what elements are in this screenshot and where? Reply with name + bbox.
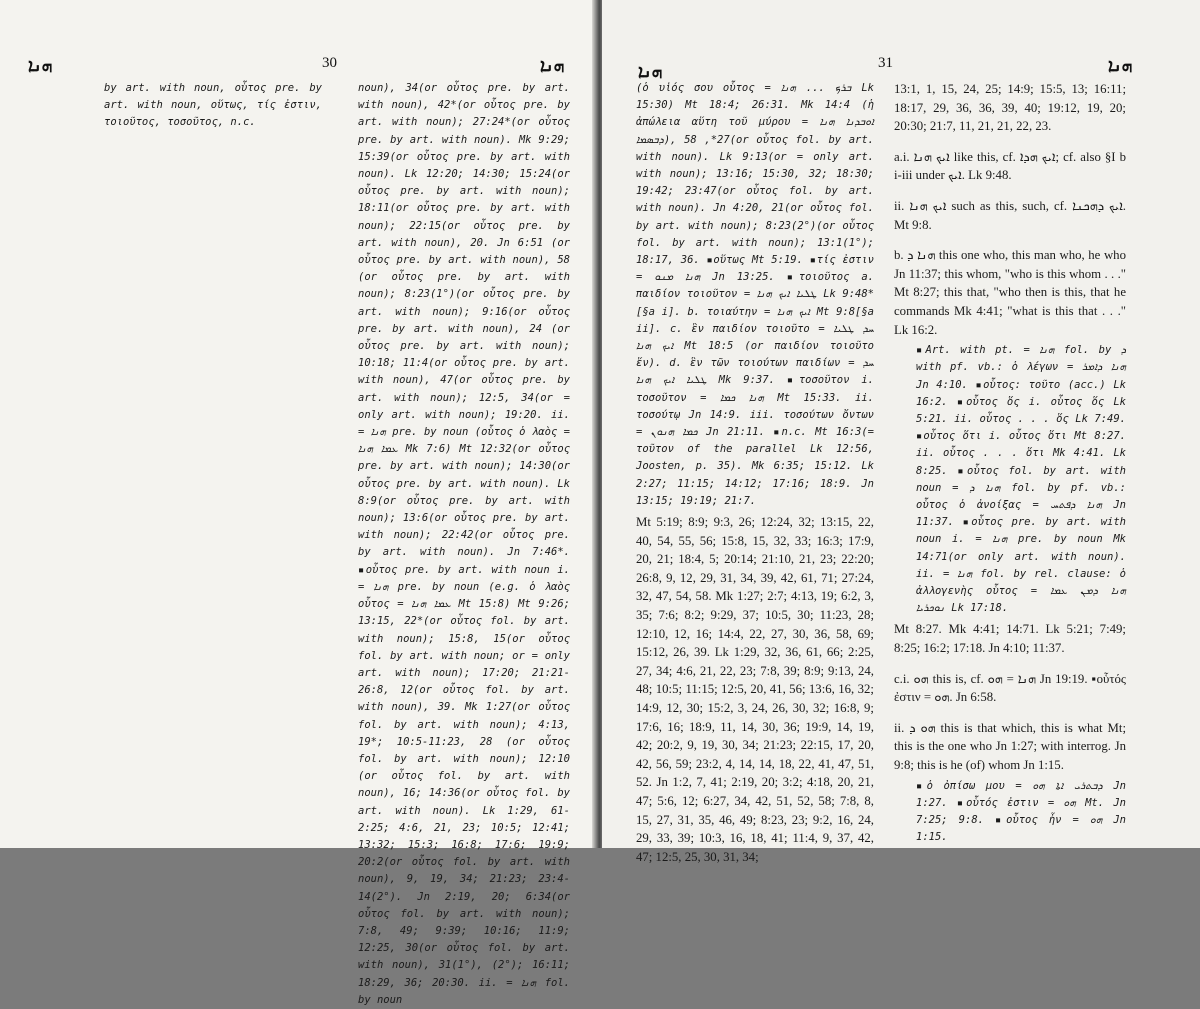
analysis-paragraph: ▪Art. with pt. = ܗܢܐ fol. by ܕ with pf. vb.: ὁ λέγων = ܗܢܐ ܕܐܡܪ Jn 4:10. ▪οὗτος: τοῦτο (acc.) Lk 16:2. ▪οὗτος ὅς i. οὗτος ὅς Lk 5:21. ii. οὗτος . . . ὅς Lk 7:49. ▪οὗτος ὅτι i. οὗτος ὅτι Mt 8:27. ii. οὗτος . . . ὅτι Mk 4:41. Lk 8:25. ▪οὗτος fol. by art. with noun = ܗܢܐ ܕ fol. by pf. vb.: οὗτος ὁ ἀνοίξας = ܗܢܐ ܕܦܬܚ Jn 11:37. ▪οὗτος pre. by art. with noun i. = ܗܢܐ pre. by noun Mk 14:71(or only art. with noun). ii. = ܗܢܐ fol. by rel. clause: ὁ ἀλλογενὴς οὗτος = ܗܢܐ ܕܡܢ ܥܡܐ ܢܘܟܪܝܐ Lk 17:18. <box>916 344 1126 615</box>
paragraph: (ὁ υἱός σου οὗτος = ܒܪܟ ... ܗܢܐ Lk 15:30) Mt 18:4; 26:31. Mk 14:4 (ἡ ἀπώλεια αὕτη τοῦ μύρου = ܐܘܒܕܢܐ ܗܢܐ ܕܒܣܡܐ), 27*, 58(or οὗτος fol. by art. with noun). Lk 9:13(or = only art. with noun); 13:16; 15:30, 32; 18:30; 19:42; 23:47(or οὗτος fol. by art. with noun). Jn 4:20, 21(or οὗτος fol. by art. with noun); 8:23(2°)(or οὗτος fol. by art. with noun); 13:1(1°); 18:17, 36. ▪οὕτως Mt 5:19. ▪τίς ἐστιν = ܗܢܐ ܡܢܘ Jn 13:25. ▪τοιοῦτος a. παιδίον τοιοῦτον = ܛܠܝܐ ܐܝܟ ܗܢܐ Lk 9:48*[§a i]. b. τοιαύτην = ܐܝܟ ܗܢܐ Mt 9:8[§a ii]. c. ἓν παιδίον τοιοῦτο = ܚܕ ܛܠܝܐ ܐܝܟ ܗܢܐ Mt 18:5 (or παιδίον τοιοῦτο ἕν). d. ἓν τῶν τοιούτων παιδίων = ܚܕ ܛܠܝܐ ܐܝܟ ܗܢܐ Mk 9:37. ▪τοσοῦτον i. τοσοῦτον = ܗܢܐ ܟܡܐ Mt 15:33. ii. τοσούτῳ Jn 14:9. iii. τοσούτων ὄντων = ܟܡܐ ܗܢܘܢ Jn 21:11. ▪n.c. Mt 16:3(= τοῦτον of the parallel Lk 12:56, Joosten, p. 35). Mk 6:35; 15:12. Lk 2:27; 11:15; 14:12; 17:16; 18:9. Jn 13:15; 19:19; 21:7. <box>636 82 875 507</box>
page-number: 31 <box>878 55 893 71</box>
reference-list: Mt 8:27. Mk 4:41; 14:71. Lk 5:21; 7:49; 8:25; 16:2; 17:18. Jn 4:10; 11:37. <box>894 622 1126 655</box>
running-header-word: ܗܢܐ <box>1108 56 1133 76</box>
left-column <box>104 80 322 834</box>
left-page-header <box>0 48 598 76</box>
running-header-word: ܗܢܐ <box>28 56 53 76</box>
right-page-header <box>602 48 1200 82</box>
reference-list: 13:1, 1, 15, 24, 25; 14:9; 15:5, 13; 16:11; 18:17, 29, 36, 36, 39, 40; 19:12, 19, 20; 20:30; 21:7, 11, 21, 21, 22, 23. <box>894 82 1126 134</box>
sense-entry: a.i. ܐܝܟ ܗܢܐ like this, cf. ܐܝܟ ܗܕܐ; cf. also §I b i-iii under ܐܝܟ. Lk 9:48. <box>894 149 1126 183</box>
left-page <box>0 0 598 1006</box>
reference-list: Mt 5:19; 8:9; 9:3, 26; 12:24, 32; 13:15, 22, 40, 54, 55, 56; 15:8, 15, 32, 33; 16:3; 17:9, 20, 21; 18:4, 5; 20:14; 21:10, 21, 23; 22:20; 26:8, 9, 12, 29, 31, 34, 39, 42, 61, 71; 27:24, 32, 47, 54, 58. Mk 1:27; 2:7; 4:13, 19; 6:2, 3, 35; 7:6; 8:2; 9:29, 37; 10:5, 30; 11:23, 28; 12:10, 12, 16; 14:4, 22, 27, 30, 36, 58, 69; 15:12, 26, 39. Lk 1:29, 32, 36, 61, 66; 2:25, 27, 34; 4:6, 21, 22, 23; 7:8, 39; 8:9; 9:13, 24, 48; 10:5; 11:15; 12:5, 20, 41, 56; 13:6, 16, 32; 14:9, 12, 30; 15:2, 3, 24, 26, 30, 32; 16:8, 9; 17:6, 16; 18:9, 11, 14, 30, 36; 19:9, 14, 19, 42; 20:2, 9, 19, 30, 34; 21:23; 22:15, 17, 20, 42, 56, 59; 23:2, 4, 14, 14, 18, 22, 41, 47, 51, 52. Jn 1:2, 7, 41; 2:19, 20; 3:2; 4:18, 20, 21, 47; 5:6, 12; 6:27, 34, 42, 51, 52, 58; 7:8, 8, 15, 27, 31, 35, 46, 49; 8:23, 23; 9:2, 16, 24, 29, 33, 39; 10:3, 16, 18, 41; 11:4, 9, 37, 42, 47; 12:5, 25, 30, 31, 34; <box>636 515 874 864</box>
paragraph: by art. with noun, οὗτος pre. by art. with noun, οὕτως, τίς ἐστιν, τοιοῦτος, τοσοῦτος, n.c. <box>104 82 322 129</box>
sense-entry: ii. ܐܝܟ ܗܢܐ such as this, such, cf. ܐܝܟ ܕܗܟܢܐ. Mt 9:8. <box>894 198 1126 232</box>
running-header-word: ܗܢܐ <box>638 62 663 82</box>
analysis-paragraph: ▪ὁ ὀπίσω μου = ܕܒܬܪܝ ܐܬܐ ܗܘ Jn 1:27. ▪οὗτός ἐστιν = ܗܘ Mt. Jn 7:25; 9:8. ▪οὗτος ἦν = ܗܘ Jn 1:15. <box>916 779 1126 844</box>
paragraph: noun), 34(or οὗτος pre. by art. with noun), 42*(or οὗτος pre. by art. with noun); 27:24*(or οὗτος pre. by art. with noun). Mk 9:29; 15:39(or οὗτος pre. by art. with noun). Lk 12:20; 14:30; 15:24(or οὗτος pre. by art. with noun); 18:11(or οὗτος pre. by art. with noun); 22:15(or οὗτος pre. by art. with noun), 20. Jn 6:51 (or οὗτος pre. by art. with noun), 58 (or οὗτος pre. by art. with noun); 8:23(1°)(or οὗτος pre. by art. with noun); 9:16(or οὗτος pre. by art. with noun), 24 (or οὗτος pre. by art. with noun); 10:18; 11:4(or οὗτος pre. by art. with noun), 47(or οὗτος pre. by art. with noun); 12:5, 34(or = only art. with noun); 19:20. ii. = ܗܢܐ pre. by noun (οὗτος ὁ λαὸς = ܥܡܐ ܗܢܐ Mk 7:6) Mt 12:32(or οὗτος pre. by art. with noun); 14:30(or οὗτος pre. by art. with noun). Lk 8:9(or οὗτος pre. by art. with noun); 13:6(or οὗτος pre. by art. with noun); 22:42(or οὗτος pre. by art. with noun). Jn 7:46*. ▪οὗτος pre. by art. with noun i. = ܗܢܐ pre. by noun (e.g. ὁ λαὸς οὗτος = ܥܡܐ ܗܢܐ Mt 15:8) Mt 9:26; 13:15, 22*(or οὗτος fol. by art. with noun); 15:8, 15(or οὗτος fol. by art. with noun; or = only art. with noun); 17:20; 21:21-26:8, 12(or οὗτος fol. by art. with noun), 39. Mk 1:27(or οὗτος fol. by art. with noun); 4:13, 19*; 10:5-11:23, 28 (or οὗτος fol. by art. with noun); 12:10 (or οὗτος fol. by art. with noun), 16; 14:36(or οὗτος fol. by art. with noun). Lk 1:29, 61-2:25; 4:6, 21, 23; 10:5; 12:41; 13:32; 15:3; 16:8; 17:6; 19:9; 20:2(or οὗτος fol. by art. with noun), 9, 19, 34; 21:23; 23:4-14(2°). Jn 2:19, 20; 6:34(or οὗτος fol. by art. with noun); 7:8, 49; 9:39; 10:16; 11:9; 12:25, 30(or οὗτος fol. by art. with noun), 31(1°), (2°); 16:11; 18:29, 36; 20:30. ii. = ܗܢܐ fol. by noun <box>358 82 570 1006</box>
right-page <box>602 0 1200 864</box>
right-column <box>894 80 1126 844</box>
running-header-word: ܗܢܐ <box>540 56 565 76</box>
sense-entry: b. ܗܢܐ ܕ this one who, this man who, he who Jn 11:37; this whom, "who is this whom . . ." Mt 8:27; this that, "who then is this, that he commands Mk 4:41; "what is this that . . ." Lk 16:2. <box>894 248 1126 337</box>
sense-entry: ii. ܗܘ ܕ this is that which, this is what Mt; this is the one who Jn 1:27; with interrog. Jn 9:8; this is he (of) whom Jn 1:15. <box>894 720 1126 772</box>
page-number: 30 <box>322 55 337 71</box>
sense-entry: c.i. ܗܘ this is, cf. ܗܢܐ = ܗܘ Jn 19:19. ▪οὗτός ἐστιν = ܗܘ. Jn 6:58. <box>894 671 1126 705</box>
left-column <box>636 80 875 864</box>
right-column <box>358 80 570 1006</box>
